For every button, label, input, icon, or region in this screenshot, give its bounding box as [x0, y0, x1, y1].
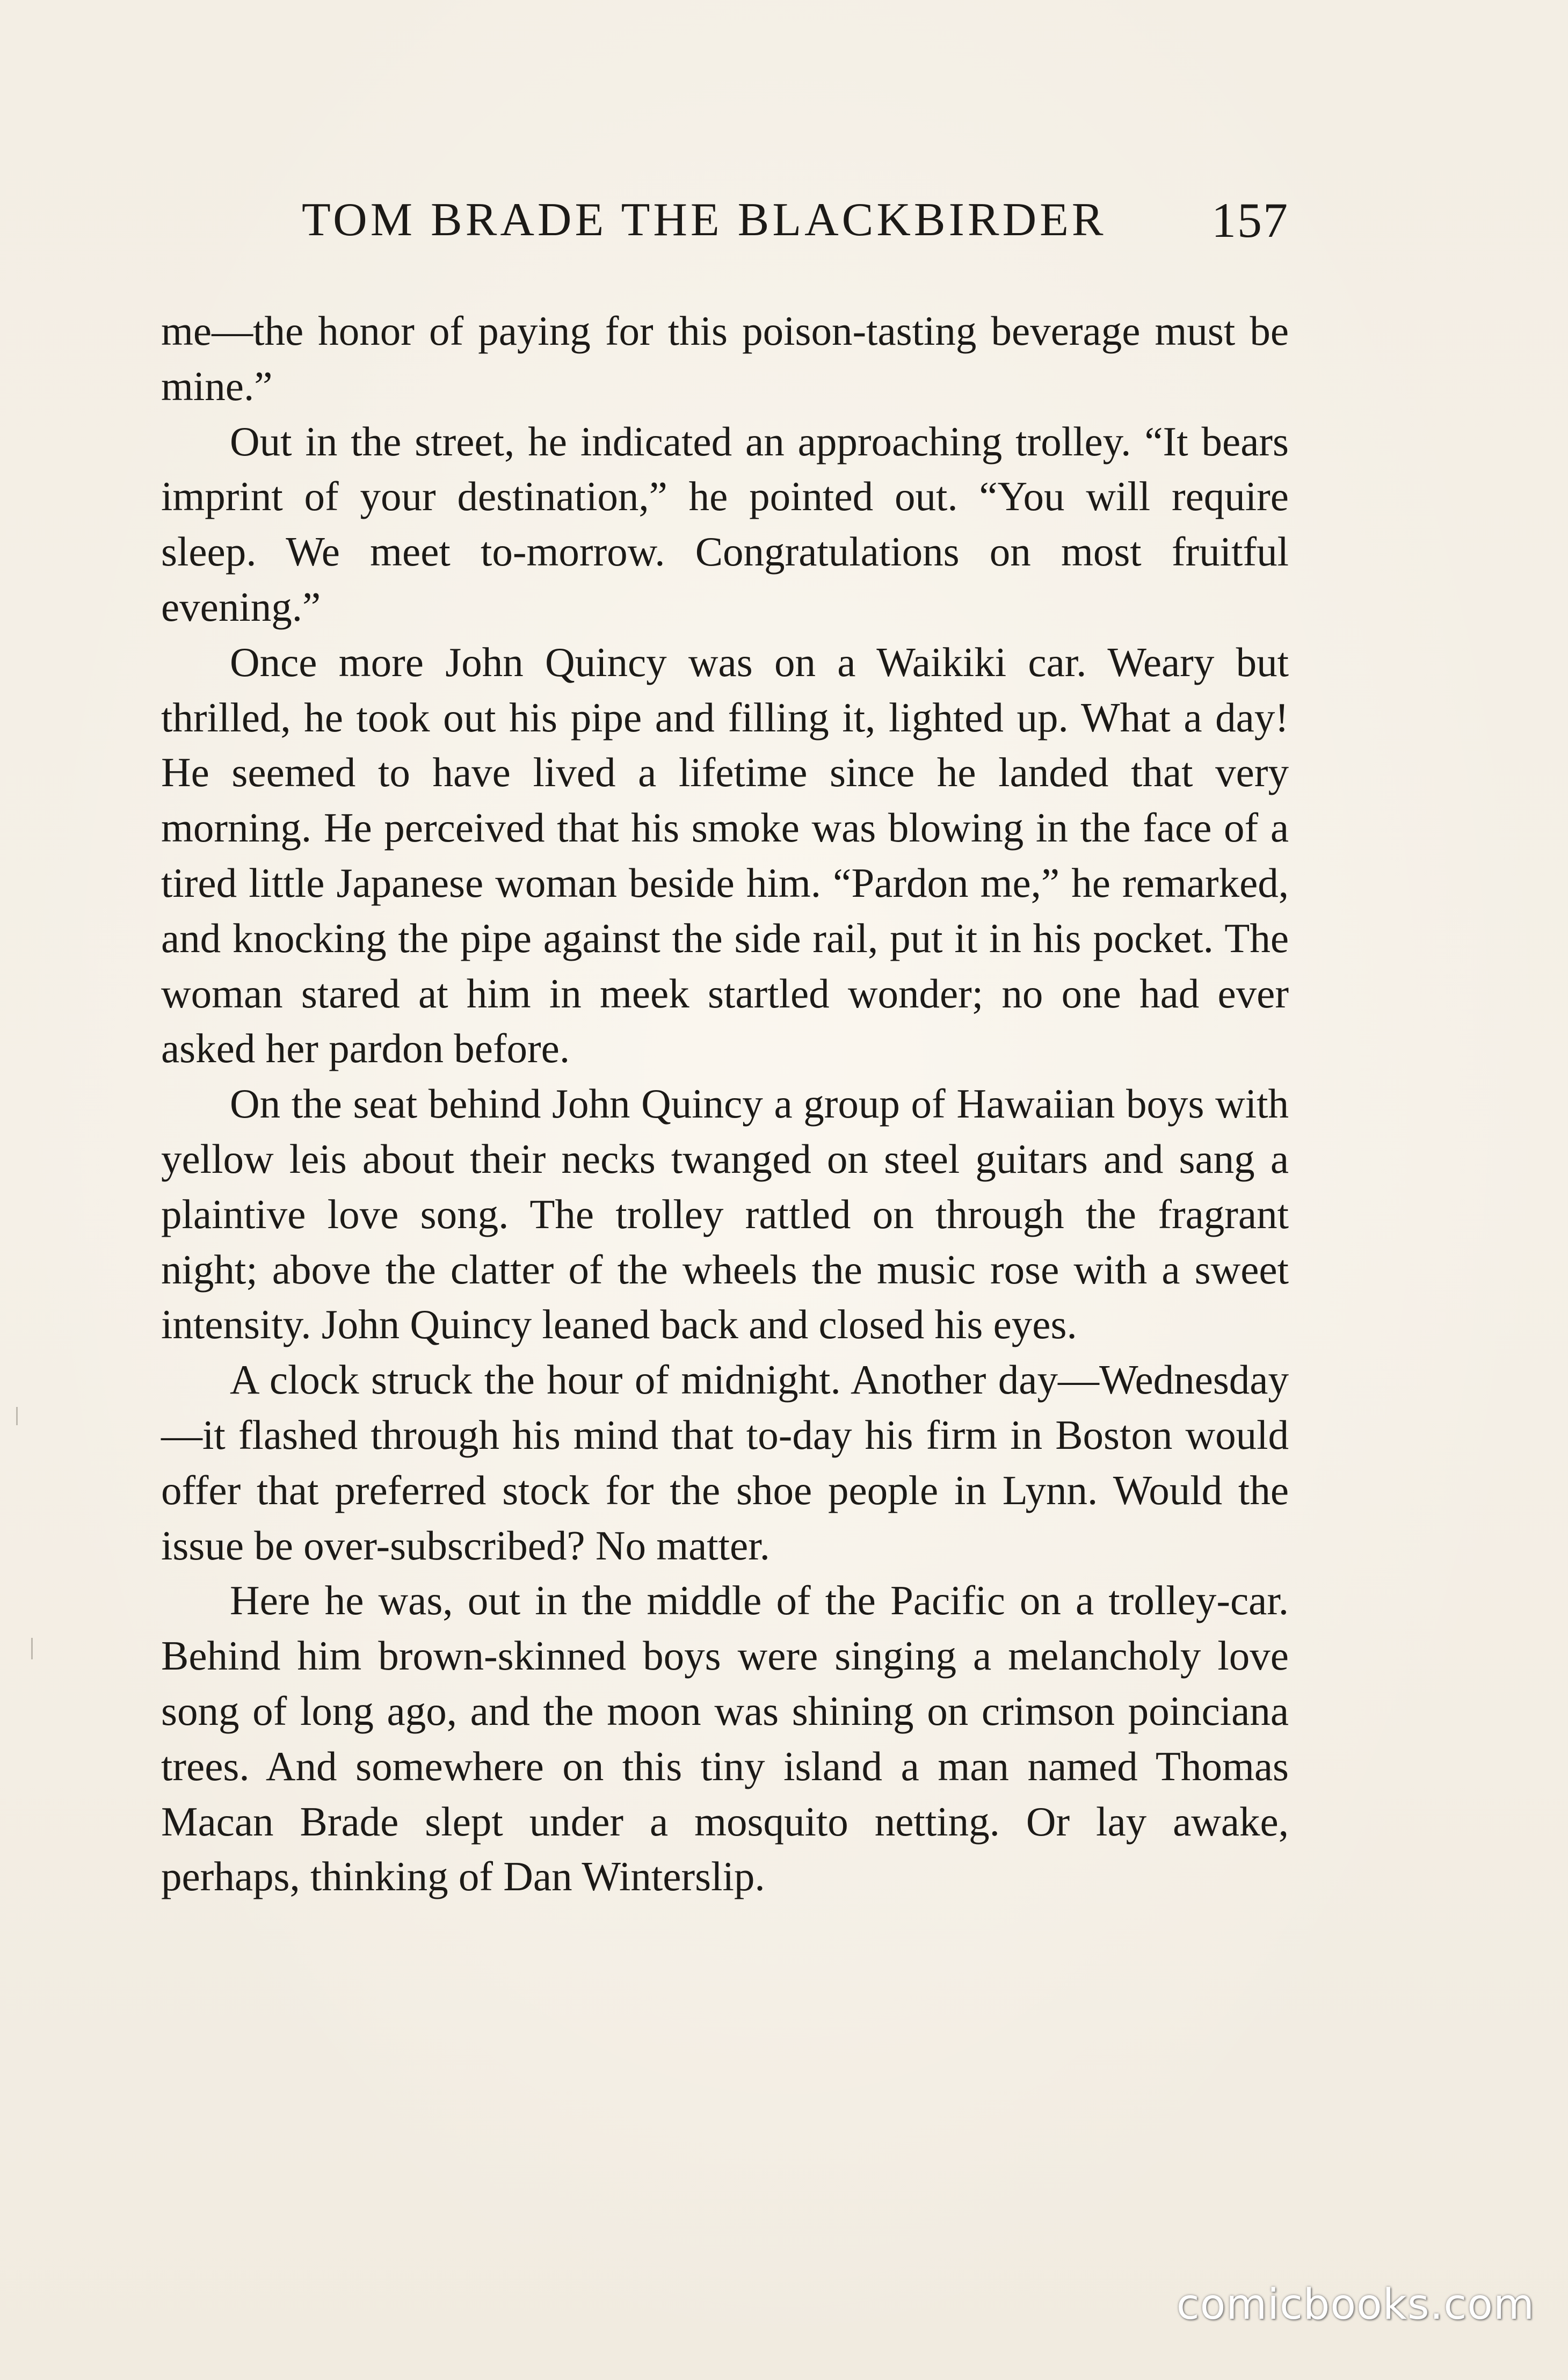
paragraph: Out in the street, he indicated an approaching trolley. “It bears imprint of your destination,” he pointed out. “You will require sleep. We meet to-morrow. Congratulations on most fruitful evening.”	[161, 418, 1289, 630]
running-head-title: TOM BRADE THE BLACKBIRDER	[302, 194, 1107, 246]
paragraph-continued: me—the honor of paying for this poison-tasting beverage must be mine.”	[161, 308, 1289, 409]
paragraph: Here he was, out in the middle of the Pacific on a trolley-car. Behind him brown-skinned boys were singing a melancholy love song of long ago, and the moon was shining on crimson poinciana trees. And somewhere on this tiny island a man named Thomas Macan Brade slept under a mosquito netting. Or lay awake, perhaps, thinking of Dan Winterslip.	[161, 1577, 1289, 1900]
paragraph: A clock struck the hour of midnight. Another day—Wednesday—it flashed through his mind that to-day his firm in Boston would offer that preferred stock for the shoe people in Lynn. Would the issue be over-subscribed? No matter.	[161, 1356, 1289, 1569]
margin-mark	[31, 1638, 33, 1659]
watermark-text: comicbooks.com	[1176, 2281, 1535, 2329]
page-number: 157	[1211, 193, 1289, 248]
paragraph: On the seat behind John Quincy a group of Hawaiian boys with yellow leis about their necks twanged on steel guitars and sang a plaintive love song. The trolley rattled on through the fragrant night; above the clatter of the wheels the music rose with a sweet intensity. John Quincy leaned back and closed his eyes.	[161, 1080, 1289, 1348]
paragraph: Once more John Quincy was on a Waikiki car. Weary but thrilled, he took out his pipe and filling it, lighted up. What a day! He seemed to have lived a lifetime since he landed that very morning. He perceived that his smoke was blowing in the face of a tired little Japanese woman beside him. “Pardon me,” he remarked, and knocking the pipe against the side rail, put it in his pocket. The woman stared at him in meek startled wonder; no one had ever asked her pardon before.	[161, 638, 1289, 1072]
running-head	[161, 191, 1289, 250]
margin-mark	[16, 1407, 18, 1425]
body-text	[161, 303, 1289, 1904]
